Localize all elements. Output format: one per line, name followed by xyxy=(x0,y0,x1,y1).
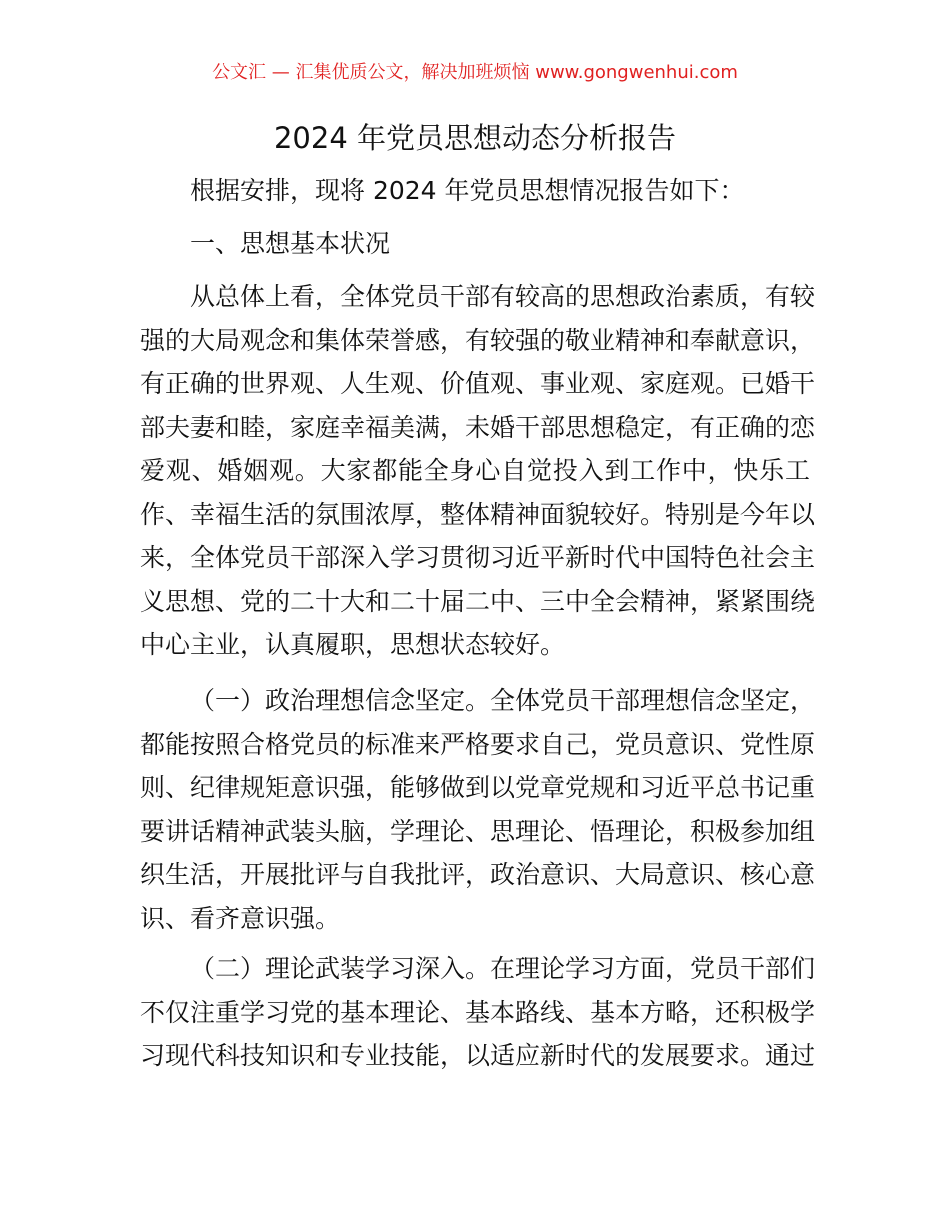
watermark-banner: 公文汇 — 汇集优质公文，解决加班烦恼 www.gongwenhui.com xyxy=(212,62,738,83)
paragraph-line: 识、看齐意识强。 xyxy=(140,903,341,933)
paragraph-line: 习现代科技知识和专业技能，以适应新时代的发展要求。通过 xyxy=(140,1041,816,1070)
paragraph-line: （一）政治理想信念坚定。全体党员干部理想信念坚定， xyxy=(190,686,816,715)
paragraph-line: 部夫妻和睦，家庭幸福美满，未婚干部思想稳定，有正确的恋 xyxy=(140,412,816,442)
paragraph-line: 作、幸福生活的氛围浓厚，整体精神面貌较好。特别是今年以 xyxy=(140,499,816,529)
section-heading: 一、思想基本状况 xyxy=(190,229,391,258)
document-title: 2024 年党员思想动态分析报告 xyxy=(273,121,677,155)
intro-text: 根据安排，现将 2024 年党员思想情况报告如下： xyxy=(190,176,745,205)
paragraph-line: 织生活，开展批评与自我批评，政治意识、大局意识、核心意 xyxy=(140,860,816,889)
paragraph-line: 有正确的世界观、人生观、价值观、事业观、家庭观。已婚干 xyxy=(140,369,816,398)
paragraph-line: 来，全体党员干部深入学习贯彻习近平新时代中国特色社会主 xyxy=(140,543,816,572)
paragraph-line: 则、纪律规矩意识强，能够做到以党章党规和习近平总书记重 xyxy=(140,773,816,802)
paragraph-line: 都能按照合格党员的标准来严格要求自己，党员意识、党性原 xyxy=(140,729,816,759)
paragraph-line: 要讲话精神武装头脑，学理论、思理论、悟理论，积极参加组 xyxy=(140,816,816,846)
paragraph-line: （二）理论武装学习深入。在理论学习方面，党员干部们 xyxy=(190,954,816,983)
paragraph-line: 强的大局观念和集体荣誉感，有较强的敬业精神和奉献意识， xyxy=(140,325,816,355)
paragraph-line: 义思想、党的二十大和二十届二中、三中全会精神，紧紧围绕 xyxy=(140,586,816,616)
paragraph-line: 从总体上看，全体党员干部有较高的思想政治素质，有较 xyxy=(190,282,816,311)
paragraph-line: 中心主业，认真履职，思想状态较好。 xyxy=(140,630,566,659)
paragraph-line: 爱观、婚姻观。大家都能全身心自觉投入到工作中，快乐工 xyxy=(140,456,810,485)
paragraph-line: 不仅注重学习党的基本理论、基本路线、基本方略，还积极学 xyxy=(140,997,816,1027)
